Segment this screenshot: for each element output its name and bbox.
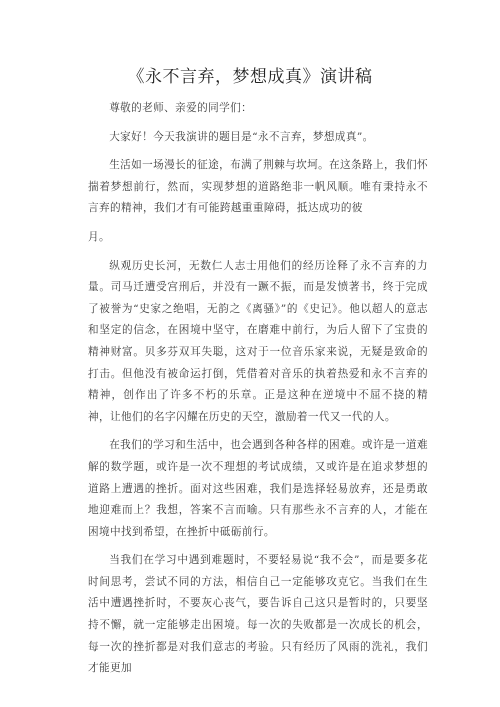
document-title: 《永不言弃，梦想成真》演讲稿 [127, 67, 373, 87]
paragraph-greeting: 大家好！今天我演讲的题目是“永不言弃，梦想成真”。 [109, 130, 374, 143]
paragraph-history: 纵观历史长河，无数仁人志士用他们的经历诠释了永不言弃的力量。司马迁遭受宫刑后，并没有一蹶不振，而是发愤著书，终于完成了被誉为“史家之绝唱，无韵之《离骚》”的《史记》。他以超人的意志和坚定的信念，在困境中坚守，在磨难中前行，为后人留下了宝贵的精神财富。贝多芬双耳失聪，这对于一位音乐家来说，无疑是致命的打击。但他没有被命运打倒，凭借着对音乐的执着热爱和永不言弃的精神，创作出了许多不朽的乐章。正是这种在逆境中不屈不挠的精神，让他们的名字闪耀在历史的天空，激励着一代又一代的人。 [88, 259, 428, 423]
document-body [88, 98, 428, 687]
paragraph-perseverance: 当我们在学习中遇到难题时，不要轻易说“我不会”，而是要多花时间思考，尝试不同的方法，相信自己一定能够攻克它。当我们在生活中遭遇挫折时，不要灰心丧气，要告诉自己这只是暂时的，只要坚持不懈，就一定能够走出困境。每一次的失败都是一次成长的机会，每一次的挫折都是对我们意志的考验。只有经历了风雨的洗礼，我们才能更加 [88, 554, 428, 675]
paragraph-intro-tail: 月。 [88, 230, 110, 243]
paragraph-intro: 生活如一场漫长的征途，布满了荆棘与坎坷。在这条路上，我们怀揣着梦想前行，然而，实现梦想的道路绝非一帆风顺。唯有秉持永不言弃的精神，我们才有可能跨越重重障碍，抵达成功的彼 [88, 159, 429, 215]
salutation: 尊敬的老师、亲爱的同学们： [109, 102, 253, 114]
paragraph-difficulties: 在我们的学习和生活中，也会遇到各种各样的困难。或许是一道难解的数学题，或许是一次不理想的考试成绩，又或许是在追求梦想的道路上遭遇的挫折。面对这些困难，我们是选择轻易放弃，还是勇敢地迎难而上？我想，答案不言而喻。只有那些永不言弃的人，才能在困境中找到希望，在挫折中砥砺前行。 [88, 439, 429, 538]
